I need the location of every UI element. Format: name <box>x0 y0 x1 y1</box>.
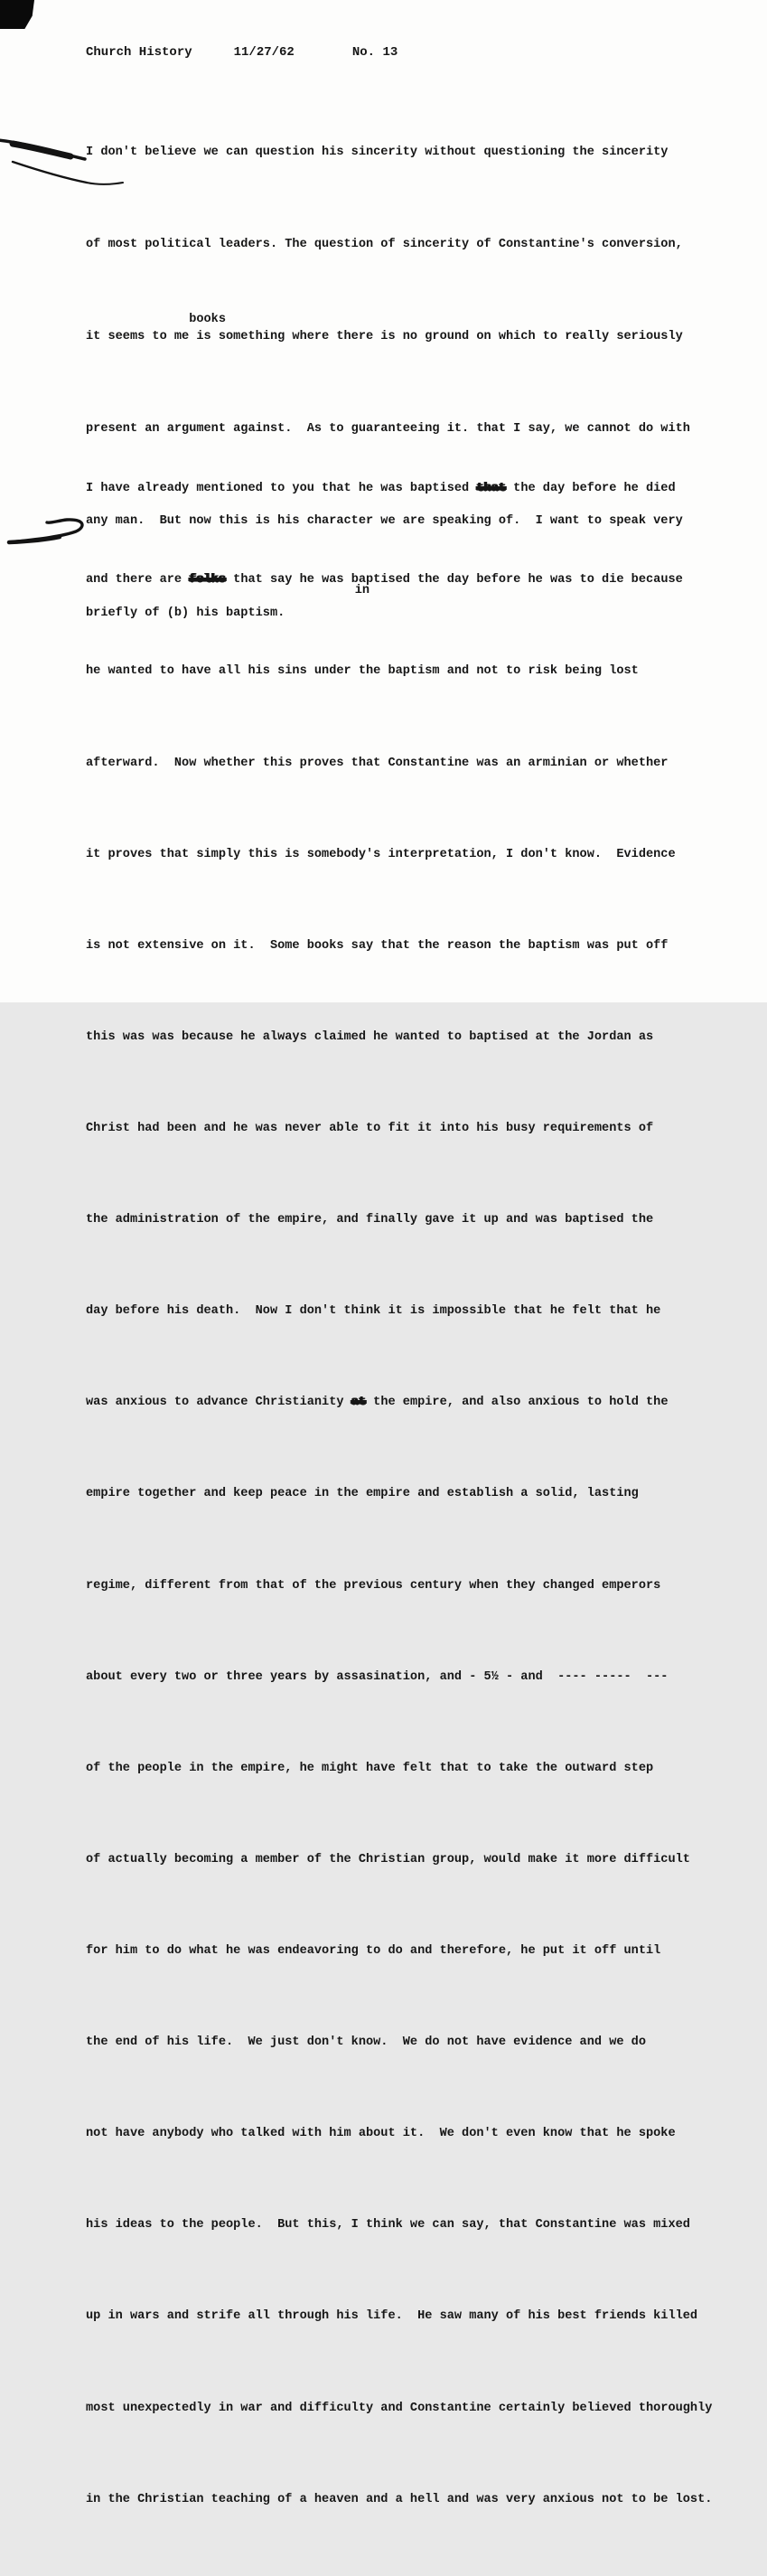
typed-line <box>86 2301 736 2332</box>
lecture-number: No. 13 <box>351 45 398 60</box>
line-text: I don't believe we can question his sincerity without questioning the sincerity <box>86 146 669 159</box>
typed-line <box>86 2393 736 2424</box>
line-text: I have already mentioned to you that he was baptised <box>86 482 477 496</box>
typed-line <box>86 1845 736 1876</box>
typed-line <box>86 1387 736 1418</box>
struck-word: folks <box>189 573 227 588</box>
scan-corner-blot <box>0 0 34 29</box>
line-text: Christ had been and he was never able to fit it into his busy requirements of <box>86 1121 654 1135</box>
line-text: about every two or three years by assasination, and - 5½ - and ---- ----- --- <box>86 1669 669 1684</box>
typed-line <box>86 656 736 687</box>
typed-line <box>86 565 736 596</box>
typed-line <box>86 2119 736 2149</box>
struck-word: that <box>476 482 506 496</box>
typed-line <box>86 931 736 962</box>
typed-line <box>86 1936 736 1967</box>
line-text: this was was because he always claimed he wanted to baptised at the Jordan as <box>86 1029 654 1044</box>
line-text: his ideas to the people. But this, I think we can say, that Constantine was mixed <box>86 2218 690 2233</box>
typed-line <box>86 1479 736 1509</box>
typed-line <box>86 1571 736 1602</box>
line-text: up in wars and strife all through his life. He saw many of his best friends killed <box>86 2309 698 2324</box>
line-text: it proves that simply this is somebody's interpretation, I don't know. Evidence <box>86 847 676 861</box>
line-text: briefly of (b) his baptism. <box>86 606 285 620</box>
typed-line <box>86 137 736 168</box>
line-text: and there are <box>86 573 190 588</box>
line-text: the day before he died <box>506 482 676 496</box>
lecture-date: 11/27/62 <box>233 45 295 60</box>
typed-line <box>86 1662 736 1693</box>
interline-insertion-books: books <box>189 313 226 326</box>
line-text: afterward. Now whether this proves that Constantine was an arminian or whether <box>86 756 669 770</box>
line-text: of most political leaders. The question of sincerity of Constantine's conversion, <box>86 238 683 251</box>
line-text: any man. But now this is his character we are speaking of. I want to speak very <box>86 514 683 528</box>
line-text: it seems to me is something where there is no ground on which to really seriously <box>86 330 683 343</box>
line-text: of the people in the empire, he might have felt that to take the outward step <box>86 1761 654 1775</box>
line-text: he wanted to have all his sins under the baptism and not to risk being lost <box>86 664 639 679</box>
line-text: the empire, and also anxious to hold the <box>366 1396 669 1410</box>
line-text: that say he was baptised the day before he was to die because <box>226 573 683 588</box>
typed-line <box>86 474 736 504</box>
typed-line <box>86 2027 736 2058</box>
line-text: day before his death. Now I don't think it is impossible that he felt that he <box>86 1304 661 1319</box>
line-text: the end of his life. We just don't know. We do not have evidence and we do <box>86 2035 646 2050</box>
line-text: most unexpectedly in war and difficulty and Constantine certainly believed thoroughly <box>86 2401 713 2415</box>
line-text: present an argument against. As to guaranteeing it. that I say, we cannot do with <box>86 422 690 436</box>
page-header <box>86 45 398 60</box>
typed-line <box>86 1296 736 1327</box>
line-text: not have anybody who talked with him about it. We don't even know that he spoke <box>86 2127 676 2141</box>
line-text: in the Christian teaching of a heaven and a hell and was very anxious not to be lost. <box>86 2492 713 2506</box>
typed-line <box>86 1205 736 1236</box>
line-text: of actually becoming a member of the Christian group, would make it more difficult <box>86 1852 690 1866</box>
typed-line <box>86 230 736 260</box>
line-text: empire together and keep peace in the empire and establish a solid, lasting <box>86 1487 639 1501</box>
typed-line <box>86 1022 736 1053</box>
interline-insertion-in: in <box>354 584 370 597</box>
typed-line <box>86 2210 736 2241</box>
typed-line <box>86 840 736 870</box>
struck-word: at <box>351 1396 367 1410</box>
typed-line <box>86 1753 736 1784</box>
course-title: Church History <box>86 45 192 60</box>
paragraph-2 <box>86 291 736 2576</box>
typed-line <box>86 748 736 779</box>
line-text: regime, different from that of the previous century when they changed emperors <box>86 1578 661 1593</box>
line-text: the administration of the empire, and finally gave it up and was baptised the <box>86 1213 654 1227</box>
line-text: is not extensive on it. Some books say that the reason the baptism was put off <box>86 938 669 953</box>
line-text: was anxious to advance Christianity <box>86 1396 351 1410</box>
typed-line <box>86 2485 736 2515</box>
typed-line <box>86 1114 736 1144</box>
line-text: for him to do what he was endeavoring to do and therefore, he put it off until <box>86 1943 661 1958</box>
